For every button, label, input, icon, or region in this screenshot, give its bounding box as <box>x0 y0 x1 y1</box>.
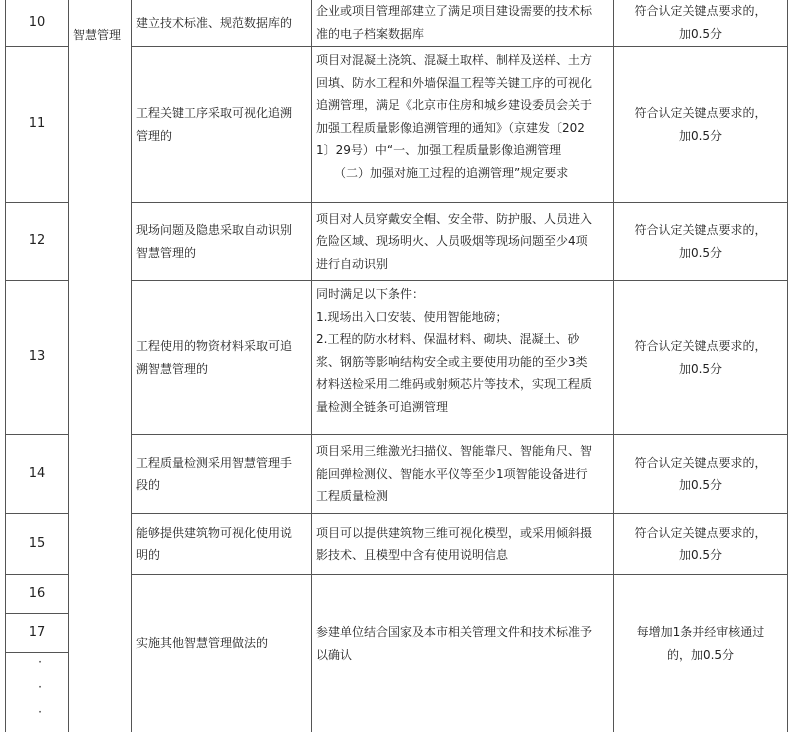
requirement-line: 企业或项目管理部建立了满足项目建设需要的技术标 <box>316 4 593 18</box>
item-line: 能够提供建筑物可视化使用说 <box>136 525 293 540</box>
score-line: 加0.5分 <box>678 128 723 143</box>
score-line: 符合认定关键点要求的， <box>634 339 767 353</box>
score-line: 符合认定关键点要求的， <box>634 4 767 18</box>
item-cell <box>132 575 311 732</box>
requirement-line: 量检测全链条可追溯管理 <box>316 399 449 414</box>
score-line: 的，加0.5分 <box>666 647 735 662</box>
requirement-cell <box>312 203 613 280</box>
category-cell <box>69 24 131 47</box>
score-line: 加0.5分 <box>678 361 723 376</box>
score-cell <box>614 514 787 574</box>
item-line: 工程关键工序采取可视化追溯 <box>136 106 293 120</box>
item-cell <box>132 47 311 202</box>
item-line: 智慧管理的 <box>136 245 197 260</box>
requirement-line: 参建单位结合国家及本市相关管理文件和技术标准予 <box>316 625 593 639</box>
score-line: 加0.5分 <box>678 548 723 562</box>
item-cell <box>132 0 311 46</box>
item-cell <box>132 281 311 434</box>
row-number: 12 <box>28 233 46 249</box>
requirement-line: 准的电子档案数据库 <box>316 26 425 41</box>
requirement-line: 进行自动识别 <box>316 256 389 271</box>
requirement-line: 项目可以提供建筑物三维可视化模型，或采用倾斜摄 <box>316 525 593 540</box>
row-number: 17 <box>28 624 46 640</box>
requirement-line: 回填、防水工程和外墙保温工程等关键工序的可视化 <box>316 75 593 90</box>
score-line: 加0.5分 <box>678 478 723 492</box>
category-label: 智慧管理 <box>73 28 122 42</box>
item-line: 溯智慧管理的 <box>136 361 209 376</box>
score-line: 加0.5分 <box>678 245 723 260</box>
score-line: 每增加1条并经审核通过 <box>636 625 765 639</box>
requirement-cell <box>312 283 613 434</box>
item-line: 管理的 <box>136 128 173 143</box>
ellipsis-dot: · <box>38 705 42 719</box>
item-cell <box>132 435 311 513</box>
score-line: 符合认定关键点要求的， <box>634 455 767 470</box>
requirement-line: 工程质量检测 <box>316 489 389 504</box>
requirement-line: 能回弹检测仪、智能水平仪等至少1项智能设备进行 <box>316 466 588 481</box>
requirement-line: 项目采用三维激光扫描仪、智能靠尺、智能角尺、智 <box>316 444 593 459</box>
requirement-cell <box>312 514 613 574</box>
grid-line <box>787 0 788 732</box>
score-line: 加0.5分 <box>678 26 723 41</box>
row-number: 10 <box>28 14 46 30</box>
requirement-cell <box>312 575 613 732</box>
requirement-line: 项目对混凝土浇筑、混凝土取样、制样及送样、土方 <box>316 53 593 67</box>
item-line: 工程质量检测采用智慧管理手 <box>136 455 293 470</box>
score-cell <box>614 0 787 46</box>
requirement-line: 同时满足以下条件： <box>316 287 425 301</box>
requirement-line: 1.现场出入口安装、使用智能地磅； <box>316 309 508 324</box>
item-line: 段的 <box>136 478 161 492</box>
requirement-line: 加强工程质量影像追溯管理的通知》（京建发〔202 <box>316 120 585 135</box>
item-cell <box>132 203 311 280</box>
requirement-line: 项目对人员穿戴安全帽、安全带、防护服、人员进入 <box>316 211 593 226</box>
score-line: 符合认定关键点要求的， <box>634 223 767 237</box>
item-line: 明的 <box>136 548 161 562</box>
ellipsis-dot: · <box>38 655 42 669</box>
requirement-line: 材料送检采用二维码或射频芯片等技术，实现工程质 <box>316 377 593 391</box>
requirement-line: 1〕29号）中“一、加强工程质量影像追溯管理 <box>316 143 562 157</box>
row-number: 16 <box>28 585 46 601</box>
item-text: 建立技术标准、规范数据库的 <box>136 15 293 30</box>
score-cell <box>614 281 787 434</box>
requirement-line: 以确认 <box>316 647 353 662</box>
score-cell <box>614 47 787 202</box>
requirement-cell <box>312 49 613 202</box>
score-cell <box>614 575 787 732</box>
requirement-line: 追溯管理，满足《北京市住房和城乡建设委员会关于 <box>316 98 593 112</box>
row-number: 15 <box>28 535 46 551</box>
score-cell <box>614 203 787 280</box>
score-line: 符合认定关键点要求的， <box>634 525 767 540</box>
grid-line <box>5 652 68 653</box>
requirement-line: 2.工程的防水材料、保温材料、砌块、混凝土、砂 <box>316 332 580 346</box>
requirement-line: （二）加强对施工过程的追溯管理”规定要求 <box>334 165 569 180</box>
score-cell <box>614 435 787 513</box>
score-line: 符合认定关键点要求的， <box>634 106 767 120</box>
requirement-cell <box>312 0 613 46</box>
item-line: 工程使用的物资材料采取可追 <box>136 339 293 353</box>
row-number: 11 <box>28 116 46 132</box>
ellipsis-dot: · <box>38 680 42 694</box>
item-text: 实施其他智慧管理做法的 <box>136 636 269 651</box>
row-number: 14 <box>28 465 46 481</box>
grid-line <box>68 0 69 732</box>
item-line: 现场问题及隐患采取自动识别 <box>136 223 293 237</box>
requirement-cell <box>312 435 613 513</box>
requirement-line: 浆、钢筋等影响结构安全或主要使用功能的至少3类 <box>316 354 588 369</box>
requirement-line: 危险区域、现场明火、人员吸烟等现场问题至少4项 <box>316 234 588 249</box>
item-cell <box>132 514 311 574</box>
requirement-line: 影技术、且模型中含有使用说明信息 <box>316 548 509 562</box>
row-number: 13 <box>28 349 46 365</box>
